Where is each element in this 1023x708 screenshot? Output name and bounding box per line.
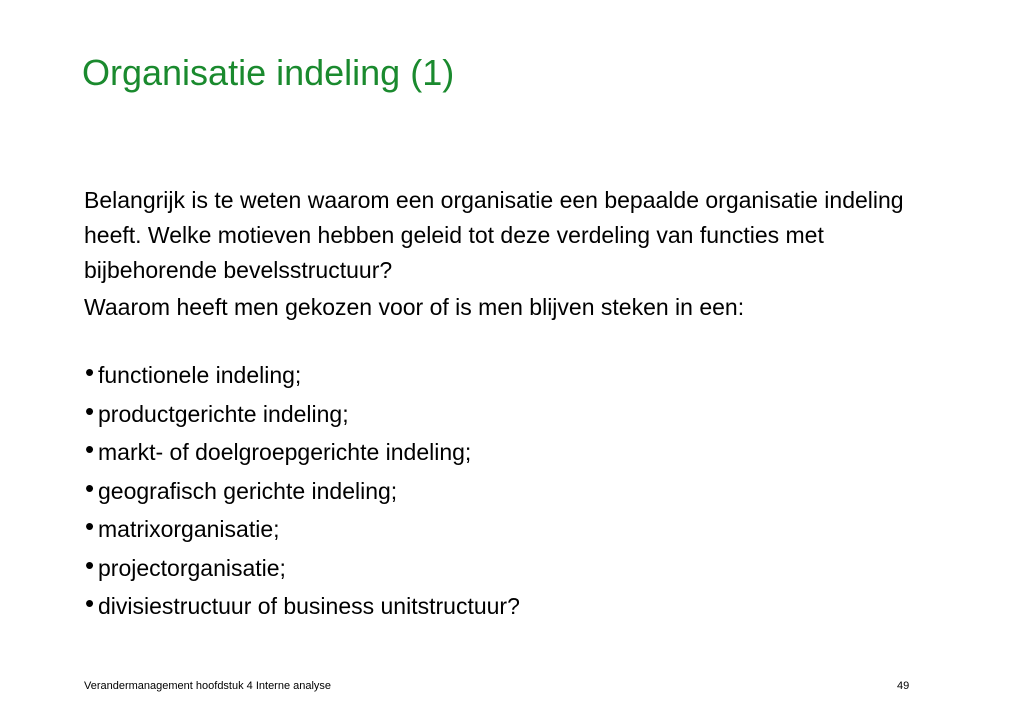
- bullet-list: [84, 356, 904, 626]
- page-number: 49: [897, 680, 910, 692]
- bullet-icon: •: [85, 434, 95, 464]
- intro-text: [84, 183, 904, 325]
- list-item: [84, 549, 904, 588]
- slide-title: Organisatie indeling (1): [82, 52, 455, 93]
- bullet-icon: •: [85, 395, 95, 426]
- bullet-icon: •: [85, 357, 95, 387]
- bullet-icon: •: [85, 472, 95, 503]
- list-item: [84, 356, 904, 395]
- question-paragraph: Waarom heeft men gekozen voor of is men blijven steken in een:: [84, 294, 745, 320]
- list-item-text: matrixorganisatie;: [98, 516, 280, 542]
- list-item-text: geografisch gerichte indeling;: [98, 477, 398, 504]
- footer-text: Verandermanagement hoofdstuk 4 Interne analyse: [84, 680, 332, 692]
- list-item-text: projectorganisatie;: [98, 554, 286, 581]
- list-item-text: productgerichte indeling;: [98, 400, 349, 427]
- bullet-icon: •: [85, 588, 95, 618]
- list-item: [84, 472, 904, 511]
- intro-paragraph: Belangrijk is te weten waarom een organisatie een bepaalde organisatie indeling heeft. Welke motieven hebben geleid tot deze verdeling van functies met bijbehorende bevelsstructuur?: [84, 187, 904, 283]
- list-item-text: markt- of doelgroepgerichte indeling;: [98, 439, 472, 465]
- list-item: [84, 395, 904, 434]
- list-item: [84, 587, 904, 626]
- list-item-text: functionele indeling;: [98, 362, 302, 388]
- list-item: [84, 510, 904, 549]
- bullet-icon: •: [85, 511, 95, 541]
- bullet-icon: •: [85, 549, 95, 580]
- list-item: [84, 433, 904, 472]
- list-item-text: divisiestructuur of business unitstructuur?: [98, 593, 520, 619]
